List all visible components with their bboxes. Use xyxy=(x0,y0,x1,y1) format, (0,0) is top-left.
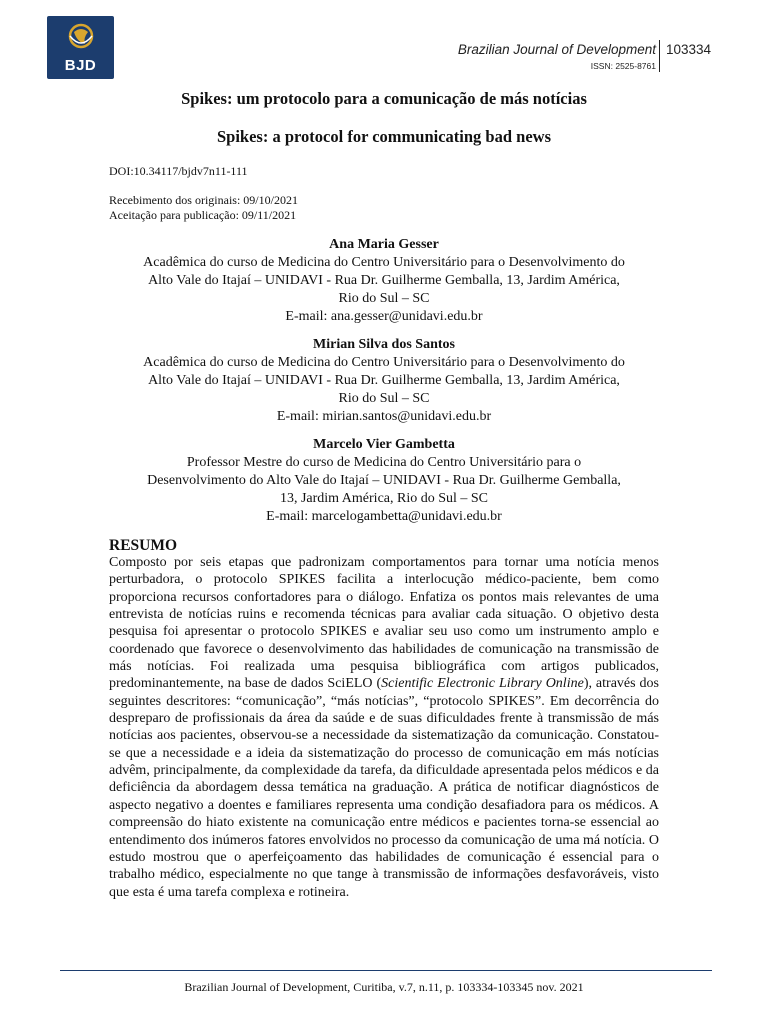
abstract-italic-term: Scientific Electronic Library Online xyxy=(381,676,584,692)
title-portuguese: Spikes: um protocolo para a comunicação de más notícias xyxy=(181,89,587,108)
affiliation-line: Acadêmica do curso de Medicina do Centro Universitário para o Desenvolvimento do xyxy=(143,355,625,370)
affiliation-line: Rio do Sul – SC xyxy=(338,291,430,306)
received-date: Recebimento dos originais: 09/10/2021 xyxy=(109,193,298,207)
author-name: Ana Maria Gesser xyxy=(329,237,439,252)
affiliation-line: 13, Jardim América, Rio do Sul – SC xyxy=(279,491,489,506)
author-name: Mirian Silva dos Santos xyxy=(313,337,455,352)
affiliation-line: Professor Mestre do curso de Medicina do Centro Universitário para o xyxy=(186,455,582,470)
footer-rule xyxy=(60,970,712,971)
affiliation-line: Desenvolvimento do Alto Vale do Itajaí – UNIDAVI - Rua Dr. Guilherme Gemballa, xyxy=(147,473,621,488)
submission-dates xyxy=(109,193,298,223)
title-english: Spikes: a protocol for communicating bad news xyxy=(217,127,551,146)
author-email: E-mail: marcelogambetta@unidavi.edu.br xyxy=(266,509,502,524)
journal-name: Brazilian Journal of Development xyxy=(457,42,656,57)
accepted-date: Aceitação para publicação: 09/11/2021 xyxy=(109,208,297,222)
page-number: 103334 xyxy=(666,42,712,57)
author-block xyxy=(100,336,668,426)
affiliation-line: Alto Vale do Itajaí – UNIDAVI - Rua Dr. Guilherme Gemballa, 13, Jardim América, xyxy=(148,373,620,388)
author-email: E-mail: mirian.santos@unidavi.edu.br xyxy=(276,409,492,424)
issn: ISSN: 2525-8761 xyxy=(590,61,656,71)
header-divider xyxy=(659,40,660,72)
author-name: Marcelo Vier Gambetta xyxy=(313,437,455,452)
abstract-text-part: Composto por seis etapas que padronizam comportamentos para tornar uma notícia menos perturbadora, o protocolo SPIKES facilita a interlocução médico-paciente, bem como proporciona recursos confortadores para o diálogo. Enfatiza os pontos mais relevantes de uma entrevista de notícias ruins e recomenda técnicas para avaliar cada situação. O objetivo desta pesquisa foi apresentar o protocolo SPIKES e avaliar seu uso como um instrumento amplo e coordenado que favorece o desenvolvimento das habilidades de comunicação na transmissão de más notícias. Foi realizada uma pesquisa bibliográfica com artigos publicados, predominantemente, na base de dados SciELO ( xyxy=(109,555,659,692)
footer-citation: Brazilian Journal of Development, Curitiba, v.7, n.11, p. 103334-103345 nov. 2021 xyxy=(184,980,584,994)
abstract-heading: RESUMO xyxy=(109,537,178,554)
logo-text: BJD xyxy=(64,57,97,74)
affiliation-line: Alto Vale do Itajaí – UNIDAVI - Rua Dr. Guilherme Gemballa, 13, Jardim América, xyxy=(148,273,620,288)
journal-logo xyxy=(47,16,114,79)
affiliation-line: Rio do Sul – SC xyxy=(338,391,430,406)
author-block xyxy=(100,436,668,526)
author-email: E-mail: ana.gesser@unidavi.edu.br xyxy=(285,309,483,324)
author-block xyxy=(100,236,668,326)
abstract-text-part: ), através dos seguintes descritores: “comunicação”, “más notícias”, “protocolo SPIKES”. Em decorrência do despreparo de profissionais da área da saúde e de suas dificuldades frente à transmissão de más notícias aos pacientes, observou-se a necessidade da sistematização da comunicação. Constatou-se que a necessidade e a ideia da sistematização do processo de comunicação em más notícias advêm, principalmente, da complexidade da tarefa, da dificuldade apresentada pelos médicos e da deficiência da abordagem dessa temática na graduação. A prática de notificar diagnósticos de aspecto negativo a doentes e familiares representa uma condição desafiadora para os médicos. A compreensão do hiato existente na comunicação entre médicos e pacientes torna-se essencial ao entendimento dos inúmeros fatores envolvidos no processo da comunicação de uma má notícia. O estudo mostrou que o aperfeiçoamento das habilidades de comunicação é essencial para o trabalho médico, especialmente no que tange à transmissão de informações desfavoráveis, visto que esta é uma tarefa complexa e rotineira. xyxy=(109,676,659,900)
globe-icon xyxy=(61,22,101,52)
doi: DOI:10.34117/bjdv7n11-111 xyxy=(109,164,248,178)
affiliation-line: Acadêmica do curso de Medicina do Centro Universitário para o Desenvolvimento do xyxy=(143,255,625,270)
abstract-text xyxy=(109,554,659,901)
